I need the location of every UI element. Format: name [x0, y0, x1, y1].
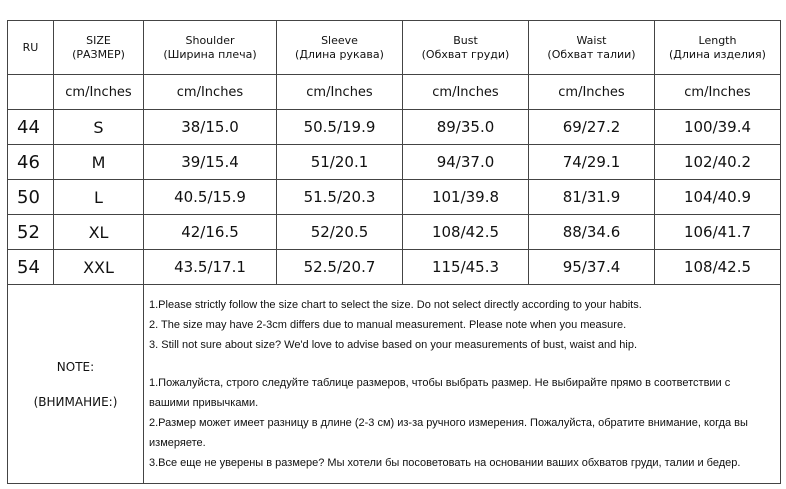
note-en-2: 2. The size may have 2-3cm differs due to manual measurement. Please note when you measure.: [149, 319, 627, 331]
sleeve-cell: 52/20.5: [277, 215, 403, 250]
shoulder-cell: 40.5/15.9: [144, 180, 277, 215]
header-bust: [403, 21, 529, 75]
waist-cell: 81/31.9: [529, 180, 655, 215]
header-shoulder-sublabel: (Ширина плеча): [163, 47, 257, 61]
header-waist: [529, 21, 655, 75]
table-row: [8, 145, 781, 180]
note-ru-3: 3.Все еще не уверены в размере? Мы хотели бы посоветовать на основании ваших обхватов груди, талии и бедер.: [149, 457, 741, 469]
sleeve-cell: 52.5/20.7: [277, 250, 403, 285]
table-row: [8, 110, 781, 145]
unit-cell: cm/Inches: [529, 75, 655, 110]
length-cell: 100/39.4: [655, 110, 781, 145]
note-label-en: NOTE:: [56, 359, 95, 374]
header-waist-sublabel: (Обхват талии): [547, 47, 636, 61]
bust-cell: 101/39.8: [403, 180, 529, 215]
length-cell: 104/40.9: [655, 180, 781, 215]
unit-cell: cm/Inches: [54, 75, 144, 110]
shoulder-cell: 39/15.4: [144, 145, 277, 180]
table-row: [8, 215, 781, 250]
sleeve-cell: 50.5/19.9: [277, 110, 403, 145]
size-cell: XXL: [54, 250, 144, 285]
sleeve-cell: 51/20.1: [277, 145, 403, 180]
table-row: [8, 180, 781, 215]
header-ru: [8, 21, 54, 75]
size-table: [7, 20, 781, 484]
unit-cell: cm/Inches: [403, 75, 529, 110]
size-cell: M: [54, 145, 144, 180]
bust-cell: 94/37.0: [403, 145, 529, 180]
size-cell: L: [54, 180, 144, 215]
header-length: [655, 21, 781, 75]
header-sleeve-label: Sleeve: [321, 33, 358, 47]
note-row: [8, 285, 781, 484]
shoulder-cell: 42/16.5: [144, 215, 277, 250]
header-size-sublabel: (РАЗМЕР): [72, 47, 125, 61]
length-cell: 106/41.7: [655, 215, 781, 250]
bust-cell: 89/35.0: [403, 110, 529, 145]
ru-size-cell: 52: [8, 215, 54, 250]
header-length-label: Length: [698, 33, 737, 47]
table-row: [8, 250, 781, 285]
header-length-sublabel: (Длина изделия): [669, 47, 766, 61]
unit-cell: cm/Inches: [144, 75, 277, 110]
shoulder-cell: 43.5/17.1: [144, 250, 277, 285]
note-en-3: 3. Still not sure about size? We'd love to advise based on your measurements of bust, waist and hip.: [149, 339, 638, 351]
note-en-1: 1.Please strictly follow the size chart to select the size. Do not select directly according to your habits.: [149, 299, 642, 311]
unit-cell: cm/Inches: [655, 75, 781, 110]
header-size-label: SIZE: [86, 33, 111, 47]
note-ru-1: 1.Пожалуйста, строго следуйте таблице размеров, чтобы выбрать размер. Не выбирайте прямо в соответствии с вашими привычками.: [149, 377, 731, 409]
waist-cell: 88/34.6: [529, 215, 655, 250]
header-row: [8, 21, 781, 75]
note-label: [8, 285, 144, 484]
size-cell: S: [54, 110, 144, 145]
sleeve-cell: 51.5/20.3: [277, 180, 403, 215]
unit-row: [8, 75, 781, 110]
header-ru-label: RU: [22, 40, 39, 54]
ru-size-cell: 44: [8, 110, 54, 145]
header-shoulder-label: Shoulder: [185, 33, 235, 47]
length-cell: 108/42.5: [655, 250, 781, 285]
header-shoulder: [144, 21, 277, 75]
ru-size-cell: 46: [8, 145, 54, 180]
header-bust-label: Bust: [453, 33, 478, 47]
note-ru-2: 2.Размер может имеет разницу в длине (2-3 см) из-за ручного измерения. Пожалуйста, обратите внимание, когда вы измеряете.: [149, 417, 748, 449]
header-size: [54, 21, 144, 75]
length-cell: 102/40.2: [655, 145, 781, 180]
size-chart: [7, 20, 780, 484]
ru-size-cell: 50: [8, 180, 54, 215]
ru-size-cell: 54: [8, 250, 54, 285]
unit-cell-ru: [8, 75, 54, 110]
bust-cell: 108/42.5: [403, 215, 529, 250]
note-label-ru: (ВНИМАНИЕ:): [33, 394, 118, 409]
note-text: [144, 285, 781, 484]
unit-cell: cm/Inches: [277, 75, 403, 110]
header-waist-label: Waist: [576, 33, 607, 47]
waist-cell: 95/37.4: [529, 250, 655, 285]
shoulder-cell: 38/15.0: [144, 110, 277, 145]
size-cell: XL: [54, 215, 144, 250]
header-bust-sublabel: (Обхват груди): [421, 47, 510, 61]
waist-cell: 74/29.1: [529, 145, 655, 180]
header-sleeve: [277, 21, 403, 75]
header-sleeve-sublabel: (Длина рукава): [295, 47, 384, 61]
waist-cell: 69/27.2: [529, 110, 655, 145]
bust-cell: 115/45.3: [403, 250, 529, 285]
